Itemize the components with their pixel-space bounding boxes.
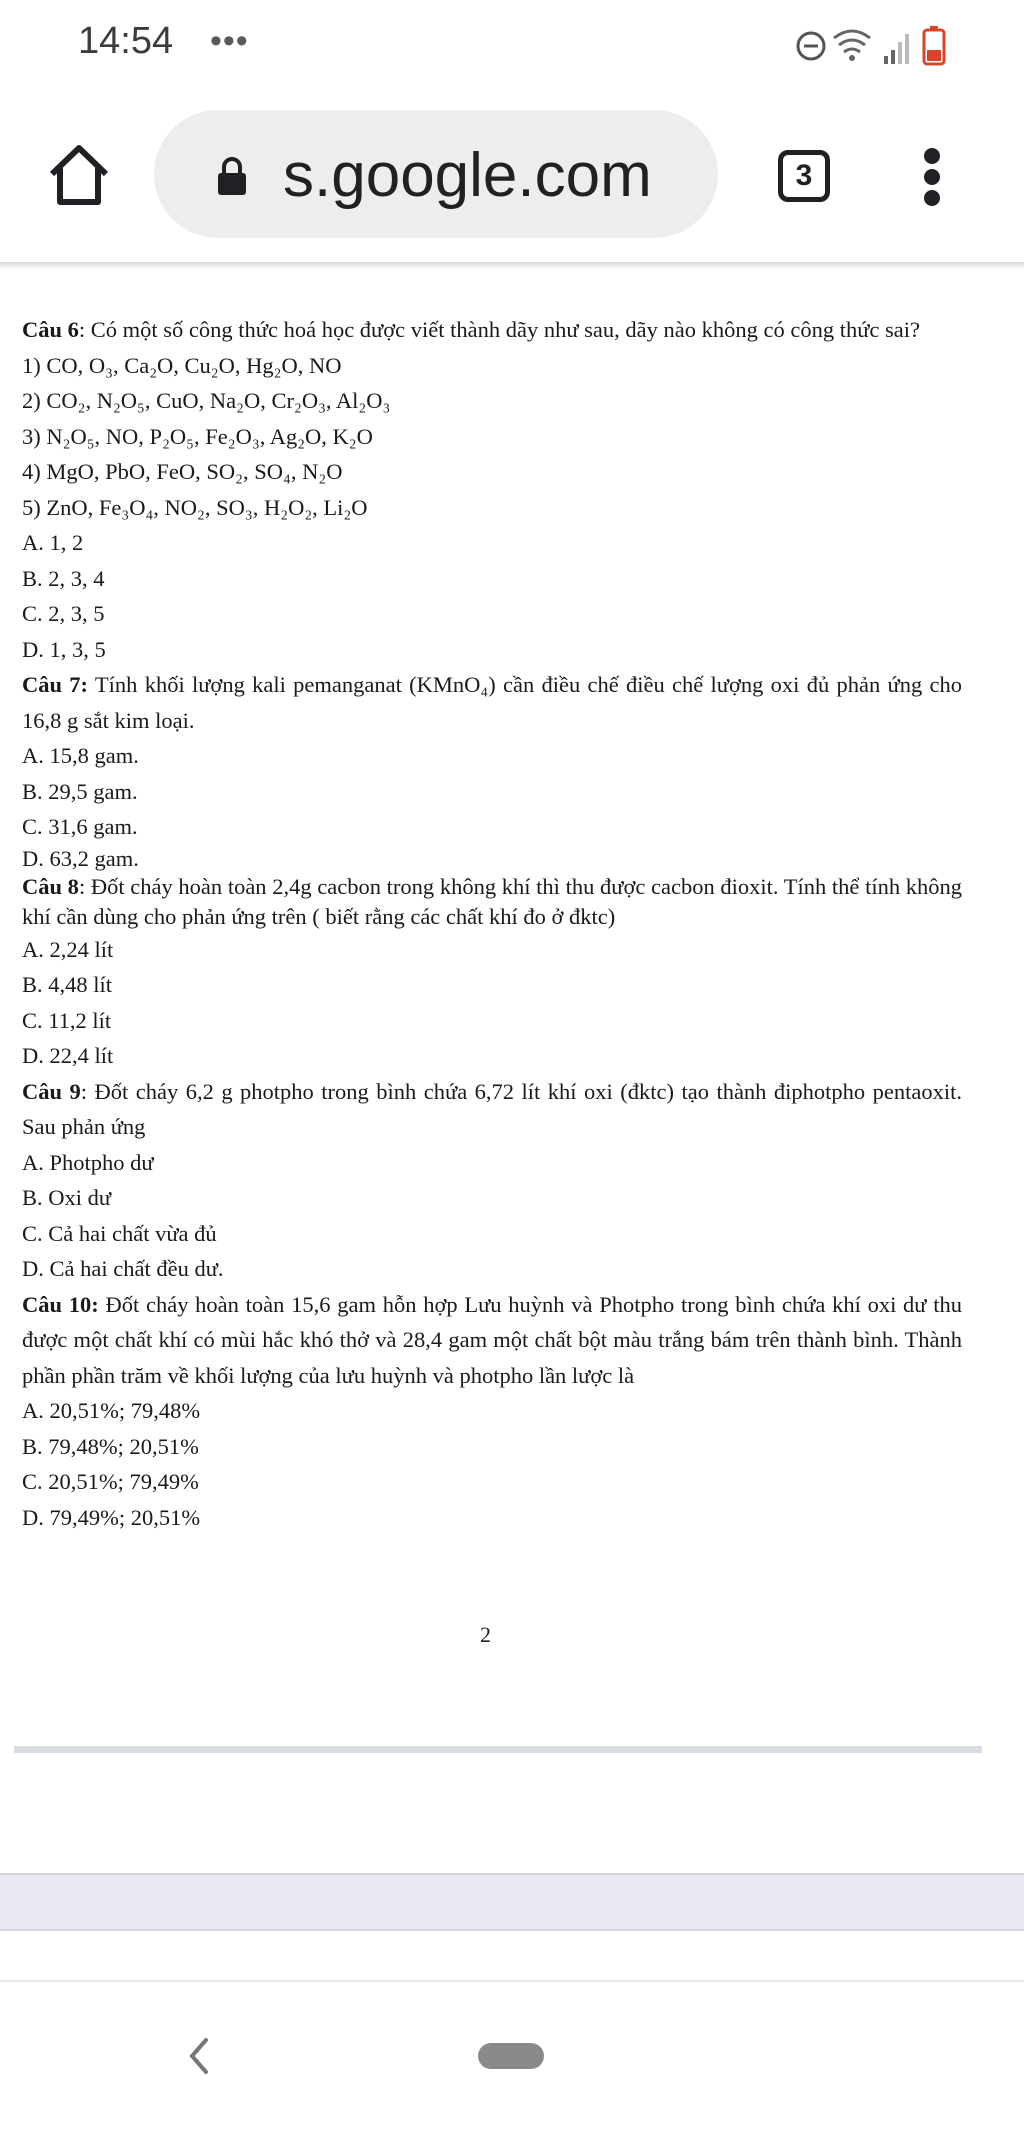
answer-option: C. 31,6 gam. [22,814,138,839]
answer-option: A. 20,51%; 79,48% [22,1398,201,1423]
question-10: Câu 10: Đốt cháy hoàn toàn 15,6 gam hỗn hợp Lưu huỳnh và Photpho trong bình chứa khí oxi dư thu được một chất khí có mùi hắc khó thở và 28,4 gam một chất bột màu trắng bám trên thành bình. Thành phần phần trăm về khối lượng của lưu huỳnh và photpho lần lược là [22,1291,962,1388]
lock-icon [216,156,248,196]
viewer-footer-band [0,1873,1024,1931]
answer-option: B. 4,48 lít [22,972,113,997]
status-time: 14:54 [78,20,174,62]
answer-option: D. 22,4 lít [22,1043,114,1068]
signal-icon [884,34,909,64]
question-8: Câu 8: Đốt cháy hoàn toàn 2,4g cacbon trong không khí thì thu được cacbon đioxit. Tính thể tính không khí cần dùng cho phản ứng trên ( biết rằng các chất khí đo ở đktc) [22,873,963,929]
answer-option: B. 79,48%; 20,51% [22,1433,199,1459]
status-icons [794,26,964,66]
document-page [22,312,962,1535]
nav-bar-divider [0,1980,1024,1982]
home-icon[interactable] [44,140,114,210]
answer-option: D. Cả hai chất đều dư. [22,1256,224,1281]
answer-option: A. 15,8 gam. [22,743,139,768]
answer-option: D. 63,2 gam. [22,845,139,871]
list-item: 4) MgO, PbO, FeO, SO₂, SO₄, N₂O [22,459,343,484]
list-item: 3) N₂O₅, NO, P₂O₅, Fe₂O₃, Ag₂O, K₂O [22,423,373,449]
answer-option: A. 2,24 lít [22,936,114,962]
status-bar [0,0,1024,90]
page-separator [14,1746,982,1753]
dnd-icon [798,33,824,59]
answer-option: D. 1, 3, 5 [22,636,106,662]
page-number: 2 [480,1622,491,1647]
answer-option: D. 79,49%; 20,51% [22,1504,201,1530]
wifi-icon [834,31,870,61]
answer-option: A. 1, 2 [22,530,84,555]
battery-low-icon [924,26,944,64]
answer-option: C. 20,51%; 79,49% [22,1469,199,1494]
question-6: Câu 6: Có một số công thức hoá học được viết thành dãy như sau, dãy nào không có công thức sai? [22,317,921,342]
back-icon[interactable] [184,2034,214,2078]
question-9: Câu 9: Đốt cháy 6,2 g photpho trong bình chứa 6,72 lít khí oxi (đktc) tạo thành điphotpho pentaoxit. Sau phản ứng [22,1078,963,1139]
list-item: 5) ZnO, Fe₃O₄, NO₂, SO₃, H₂O₂, Li₂O [22,494,368,520]
answer-option: C. Cả hai chất vừa đủ [22,1220,217,1246]
home-pill-icon[interactable] [478,2043,544,2069]
more-vert-icon[interactable] [918,146,950,208]
answer-option: B. 2, 3, 4 [22,565,105,591]
tab-switcher-icon[interactable]: 3 [778,150,830,202]
answer-option: C. 11,2 lít [22,1007,112,1033]
notification-more: ••• [210,22,249,60]
answer-option: A. Photpho dư [22,1149,154,1175]
list-item: 2) CO₂, N₂O₅, CuO, Na₂O, Cr₂O₃, Al₂O₃ [22,388,391,413]
answer-option: C. 2, 3, 5 [22,601,105,626]
answer-option: B. Oxi dư [22,1185,112,1210]
toolbar-shadow [0,262,1024,270]
url-text[interactable]: s.google.com [283,141,652,210]
answer-option: B. 29,5 gam. [22,778,138,804]
question-7: Câu 7: Tính khối lượng kali pemanganat (KMnO₄) cần điều chế điều chế lượng oxi đủ phản ứng cho 16,8 g sắt kim loại. [22,672,962,733]
list-item: 1) CO, O₃, Ca₂O, Cu₂O, Hg₂O, NO [22,352,342,378]
